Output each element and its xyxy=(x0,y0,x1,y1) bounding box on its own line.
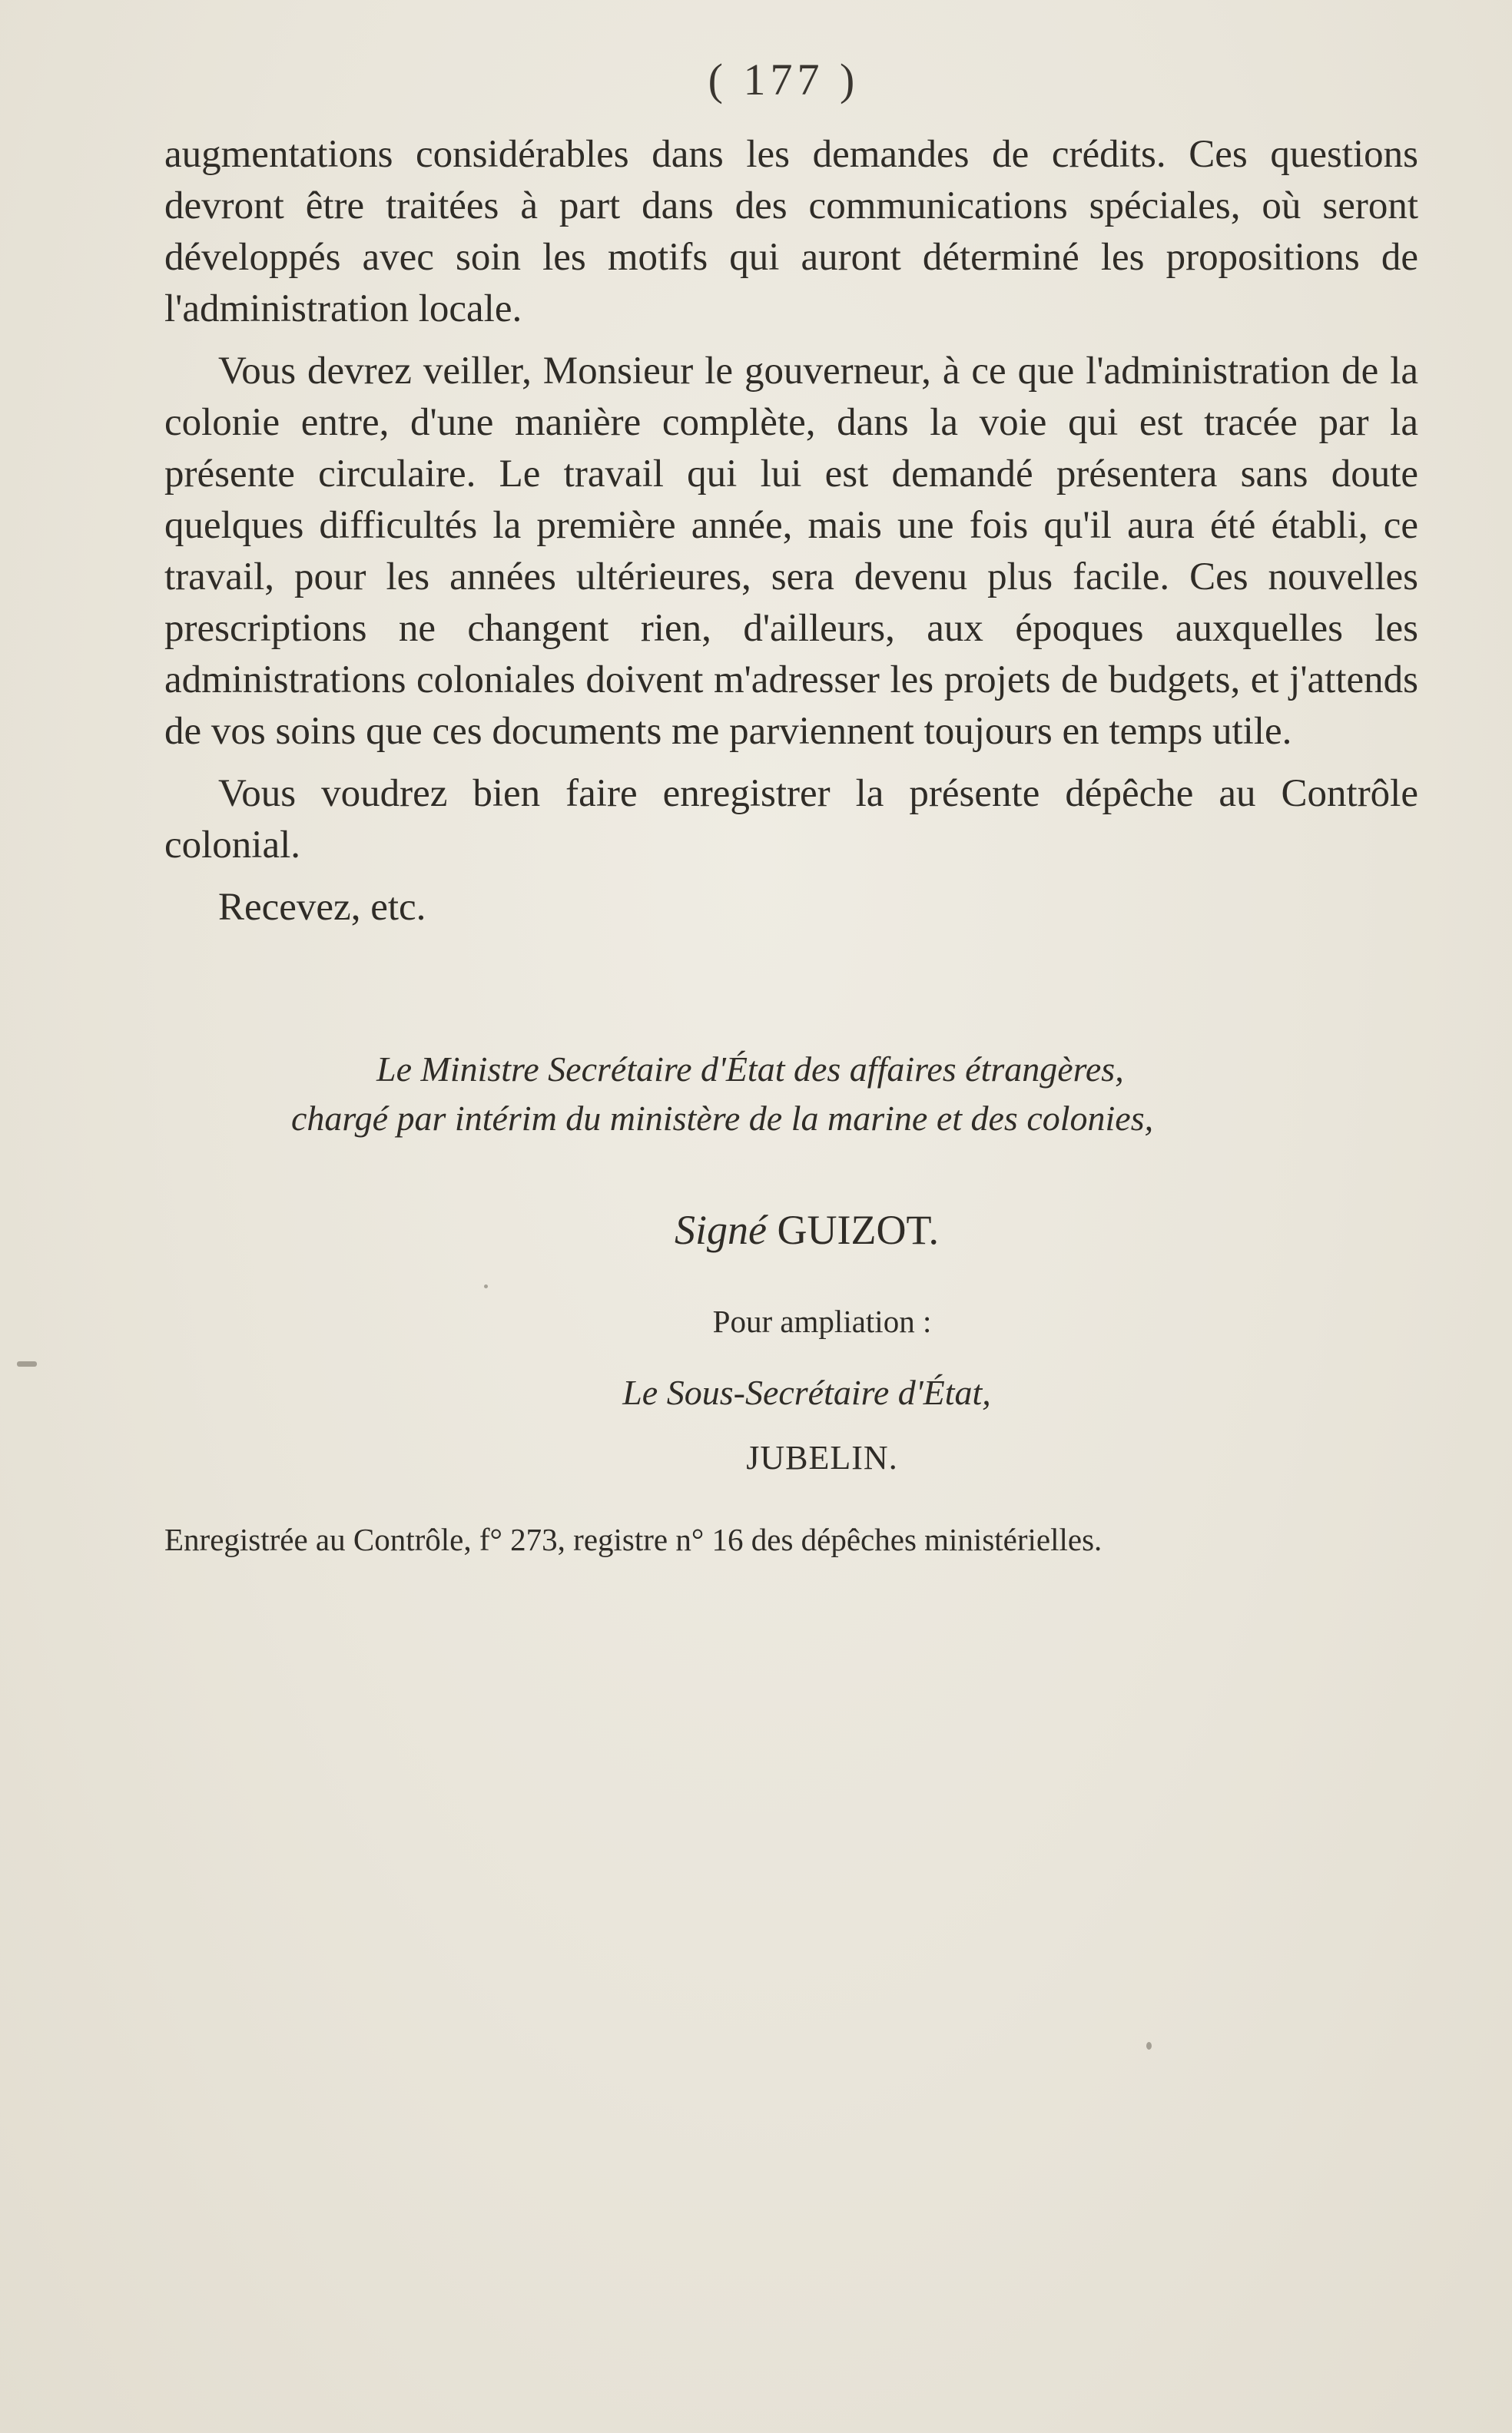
paper-speck xyxy=(1146,2042,1152,2050)
paper-speck xyxy=(17,1361,37,1367)
page-number: ( 177 ) xyxy=(708,55,860,104)
paper-speck xyxy=(484,1284,488,1288)
minister-title-line-1: Le Ministre Secrétaire d'État des affaires étrangères, xyxy=(376,1049,1124,1089)
paragraph-registration-request: Vous voudrez bien faire enregistrer la présente dépêche au Contrôle colonial. xyxy=(164,772,1418,867)
signed-prefix: Signé xyxy=(675,1207,768,1253)
sous-secretaire-title: Le Sous-Secrétaire d'État, xyxy=(622,1373,991,1412)
signed-line xyxy=(164,1206,1434,1254)
paragraph-instructions: Vous devrez veiller, Monsieur le gouverneur, à ce que l'administration de la colonie entre, d'une manière complète, dans la voie qui est tracée par la présente circulaire. Le travail qui lui est demandé présentera sans doute quelques difficultés la première année, mais une fois qu'il aura été établi, ce travail, pour les années ultérieures, sera devenu plus facile. Ces nouvelles prescriptions ne changent rien, d'ailleurs, aux époques auxquelles les administrations coloniales doivent m'adresser les projets de budgets, et j'attends de vos soins que ces documents me parviennent toujours en temps utile. xyxy=(164,350,1418,753)
signatory-name: GUIZOT. xyxy=(777,1207,939,1253)
minister-title-line-2: chargé par intérim du ministère de la marine et des colonies, xyxy=(291,1099,1154,1138)
minister-title xyxy=(164,1045,1418,1143)
ampliation-label: Pour ampliation : xyxy=(712,1304,932,1339)
paragraph-continuation: augmentations considérables dans les demandes de crédits. Ces questions devront être traitées à part dans des communications spéciales, où seront développés avec soin les motifs qui auront déterminé les propositions de l'administration locale. xyxy=(164,133,1418,330)
closing-formula: Recevez, etc. xyxy=(218,886,426,929)
registration-note: Enregistrée au Contrôle, f° 273, registre n° 16 des dépêches ministérielles. xyxy=(164,1522,1102,1557)
letter-body xyxy=(164,129,1418,944)
sous-secretaire-name: JUBELIN. xyxy=(746,1439,898,1477)
